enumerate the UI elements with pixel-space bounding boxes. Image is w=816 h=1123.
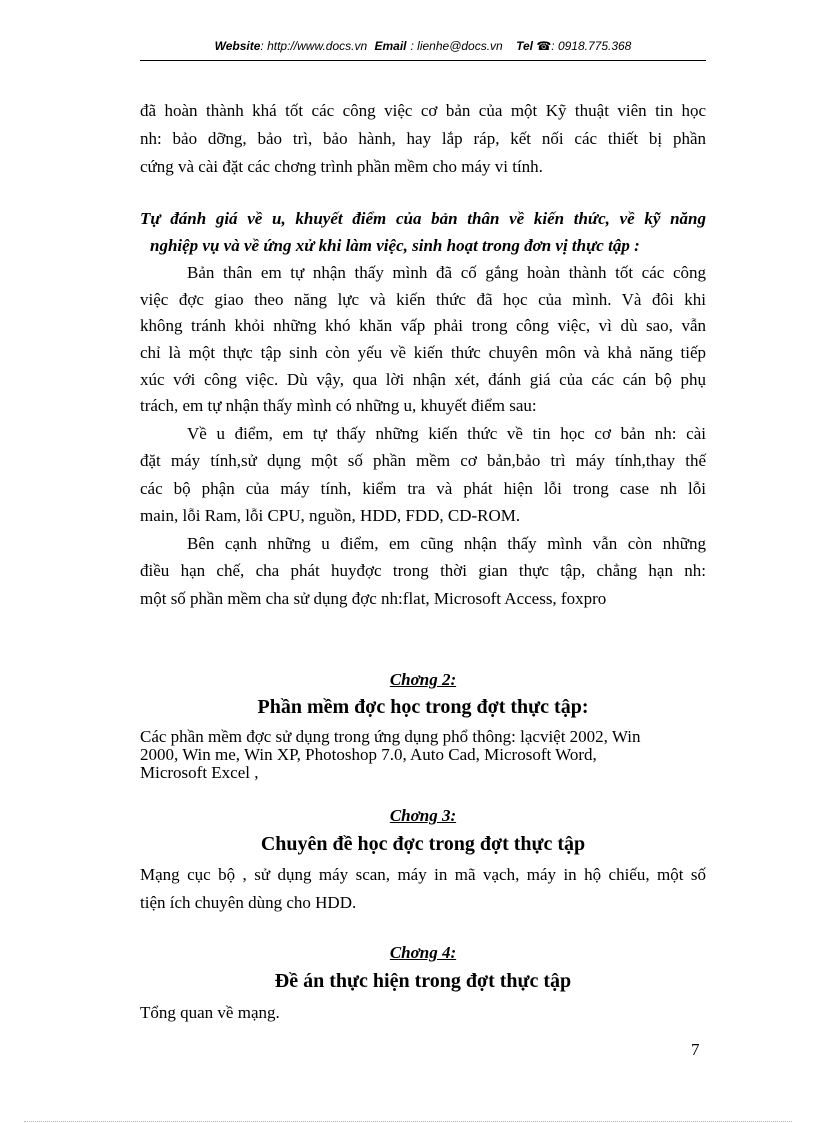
- intro-line: cứng và cài đặt các chơng trình phần mềm cho máy vi tính.: [140, 157, 543, 176]
- website-value: : http://www.docs.vn: [260, 39, 368, 53]
- paragraph-line: chỉ là một thực tập sinh còn yếu về kiến thức chuyên môn và khả năng tiếp: [140, 343, 706, 362]
- chapter-3-label: Chơng 3:: [389, 806, 457, 825]
- paragraph-line: việc đợc giao theo năng lực và kiến thức đã học của mình. Và đôi khi: [140, 290, 706, 309]
- paragraph-line: đặt máy tính,sử dụng một số phần mềm cơ bản,bảo trì máy tính,thay thế: [140, 451, 706, 470]
- chapter-3-body-line: tiện ích chuyên dùng cho HDD.: [140, 893, 357, 912]
- paragraph-line: Bên cạnh những u điểm, em cũng nhận thấy mình vẫn còn những: [187, 534, 706, 553]
- chapter-4-body: Tổng quan về mạng.: [140, 1003, 280, 1022]
- page-bottom-divider: [24, 1121, 792, 1122]
- email-label: Email: [374, 39, 407, 53]
- paragraph-line: một số phần mềm cha sử dụng đợc nh:flat, Microsoft Access, foxpro: [140, 589, 607, 608]
- paragraph-line: các bộ phận của máy tính, kiểm tra và phát hiện lỗi trong case nh lỗi: [140, 479, 706, 498]
- paragraph-line: xúc với công việc. Dù vậy, qua lời nhận xét, đánh giá của các cán bộ phụ: [140, 370, 706, 389]
- chapter-4-label: Chơng 4:: [389, 943, 457, 962]
- tel-label: Tel: [516, 39, 533, 53]
- chapter-4-title: Đề án thực hiện trong đợt thực tập: [274, 970, 572, 992]
- chapter-2-body-line: 2000, Win me, Win XP, Photoshop 7.0, Auto Cad, Microsoft Word,: [140, 745, 597, 764]
- intro-line: đã hoàn thành khá tốt các công việc cơ bản của một Kỹ thuật viên tin học: [140, 101, 706, 120]
- paragraph-line: điều hạn chế, cha phát huyđợc trong thời gian thực tập, chẳng hạn nh:: [140, 561, 706, 580]
- chapter-2-body-line: Các phần mềm đợc sử dụng trong ứng dụng phổ thông: lạcviệt 2002, Win: [140, 727, 641, 746]
- phone-icon: ☎: [536, 39, 552, 53]
- assessment-heading-line: nghiệp vụ và về ứng xử khi làm việc, sinh hoạt trong đơn vị thực tập :: [150, 236, 640, 255]
- chapter-2-body-line: Microsoft Excel ,: [140, 763, 259, 782]
- paragraph-line: không tránh khỏi những khó khăn vấp phải trong công việc, vì dù sao, vẫn: [140, 316, 706, 335]
- header-rule: [140, 60, 706, 61]
- intro-line: nh: bảo dỡng, bảo trì, bảo hành, hay lắp ráp, kết nối các thiết bị phần: [140, 129, 706, 148]
- page-header: [140, 39, 706, 53]
- website-label: Website: [214, 39, 261, 53]
- page-number: 7: [691, 1040, 700, 1059]
- assessment-heading-line: Tự đánh giá về u, khuyết điểm của bản thân về kiến thức, về kỹ năng: [140, 209, 706, 228]
- paragraph-line: main, lỗi Ram, lỗi CPU, nguồn, HDD, FDD, CD-ROM.: [140, 506, 521, 525]
- chapter-2-label: Chơng 2:: [389, 670, 457, 689]
- chapter-3-title: Chuyên đề học đợc trong đợt thực tập: [260, 833, 586, 855]
- paragraph-line: Bản thân em tự nhận thấy mình đã cố gắng hoàn thành tốt các công: [187, 263, 706, 282]
- paragraph-line: trách, em tự nhận thấy mình có những u, khuyết điểm sau:: [140, 396, 537, 415]
- email-value: : lienhe@docs.vn: [410, 39, 503, 53]
- chapter-2-title: Phần mềm đợc học trong đợt thực tập:: [257, 696, 589, 718]
- tel-value: : 0918.775.368: [551, 39, 632, 53]
- chapter-3-body-line: Mạng cục bộ , sử dụng máy scan, máy in mã vạch, máy in hộ chiếu, một số: [140, 865, 706, 884]
- paragraph-line: Về u điểm, em tự thấy những kiến thức về tin học cơ bản nh: cài: [187, 424, 706, 443]
